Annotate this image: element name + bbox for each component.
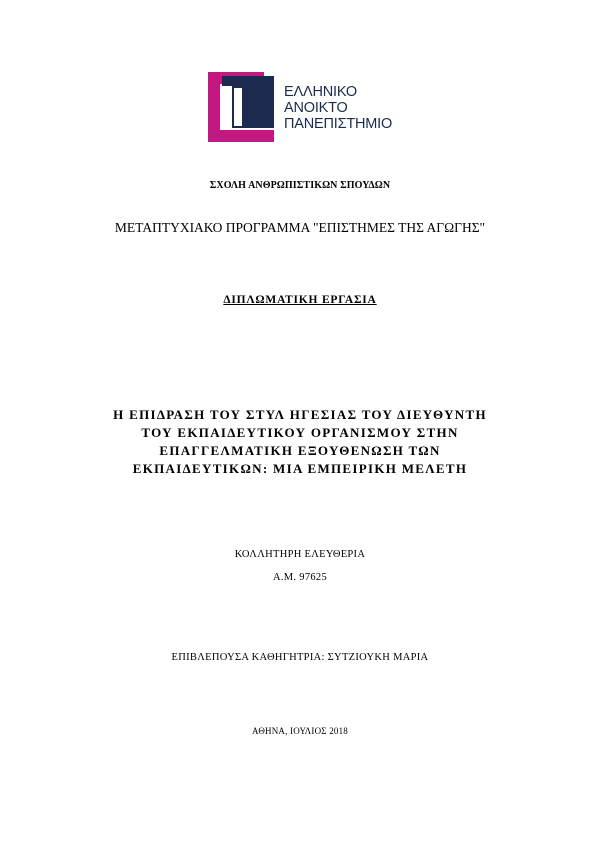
logo-wordmark (284, 84, 392, 132)
logo-line-3: ΠΑΝΕΠΙΣΤΗΜΙΟ (284, 116, 393, 132)
title-line-4: ΕΚΠΑΙΔΕΥΤΙΚΩΝ: ΜΙΑ ΕΜΠΕΙΡΙΚΗ ΜΕΛΕΤΗ (132, 461, 468, 476)
program-name: ΜΕΤΑΠΤΥΧΙΑΚΟ ΠΡΟΓΡΑΜΜΑ "ΕΠΙΣΤΗΜΕΣ ΤΗΣ ΑΓΩΓΗΣ" (114, 220, 486, 235)
thesis-type-label: ΔΙΠΛΩΜΑΤΙΚΗ ΕΡΓΑΣΙΑ (223, 294, 377, 306)
logo-mark-icon (208, 70, 280, 145)
university-logo (208, 70, 398, 145)
thesis-type (0, 294, 600, 306)
title-line-2: ΤΟΥ ΕΚΠΑΙΔΕΥΤΙΚΟΥ ΟΡΓΑΝΙΣΜΟΥ ΣΤΗΝ (141, 425, 459, 440)
logo-line-2: ΑΝΟΙΚΤΟ (284, 100, 348, 116)
logo-line-1: ΕΛΛΗΝΙΚΟ (284, 84, 357, 100)
thesis-title (0, 406, 600, 478)
supervisor: ΕΠΙΒΛΕΠΟΥΣΑ ΚΑΘΗΓΗΤΡΙΑ: ΣΥΤΖΙΟΥΚΗ ΜΑΡΙΑ (171, 652, 429, 663)
author-name: ΚΟΛΛΗΤΗΡΗ ΕΛΕΥΘΕΡΙΑ (234, 549, 366, 560)
title-line-1: Η ΕΠΙΔΡΑΣΗ ΤΟΥ ΣΤΥΛ ΗΓΕΣΙΑΣ ΤΟΥ ΔΙΕΥΘΥΝΤΗ (113, 407, 487, 422)
title-line-3: ΕΠΑΓΓΕΛΜΑΤΙΚΗ ΕΞΟΥΘΕΝΩΣΗ ΤΩΝ (159, 443, 441, 458)
registration-number: Α.Μ. 97625 (272, 572, 328, 583)
place-date: ΑΘΗΝΑ, ΙΟΥΛΙΟΣ 2018 (251, 726, 348, 736)
school-name: ΣΧΟΛΗ ΑΝΘΡΩΠΙΣΤΙΚΩΝ ΣΠΟΥΔΩΝ (209, 180, 391, 191)
